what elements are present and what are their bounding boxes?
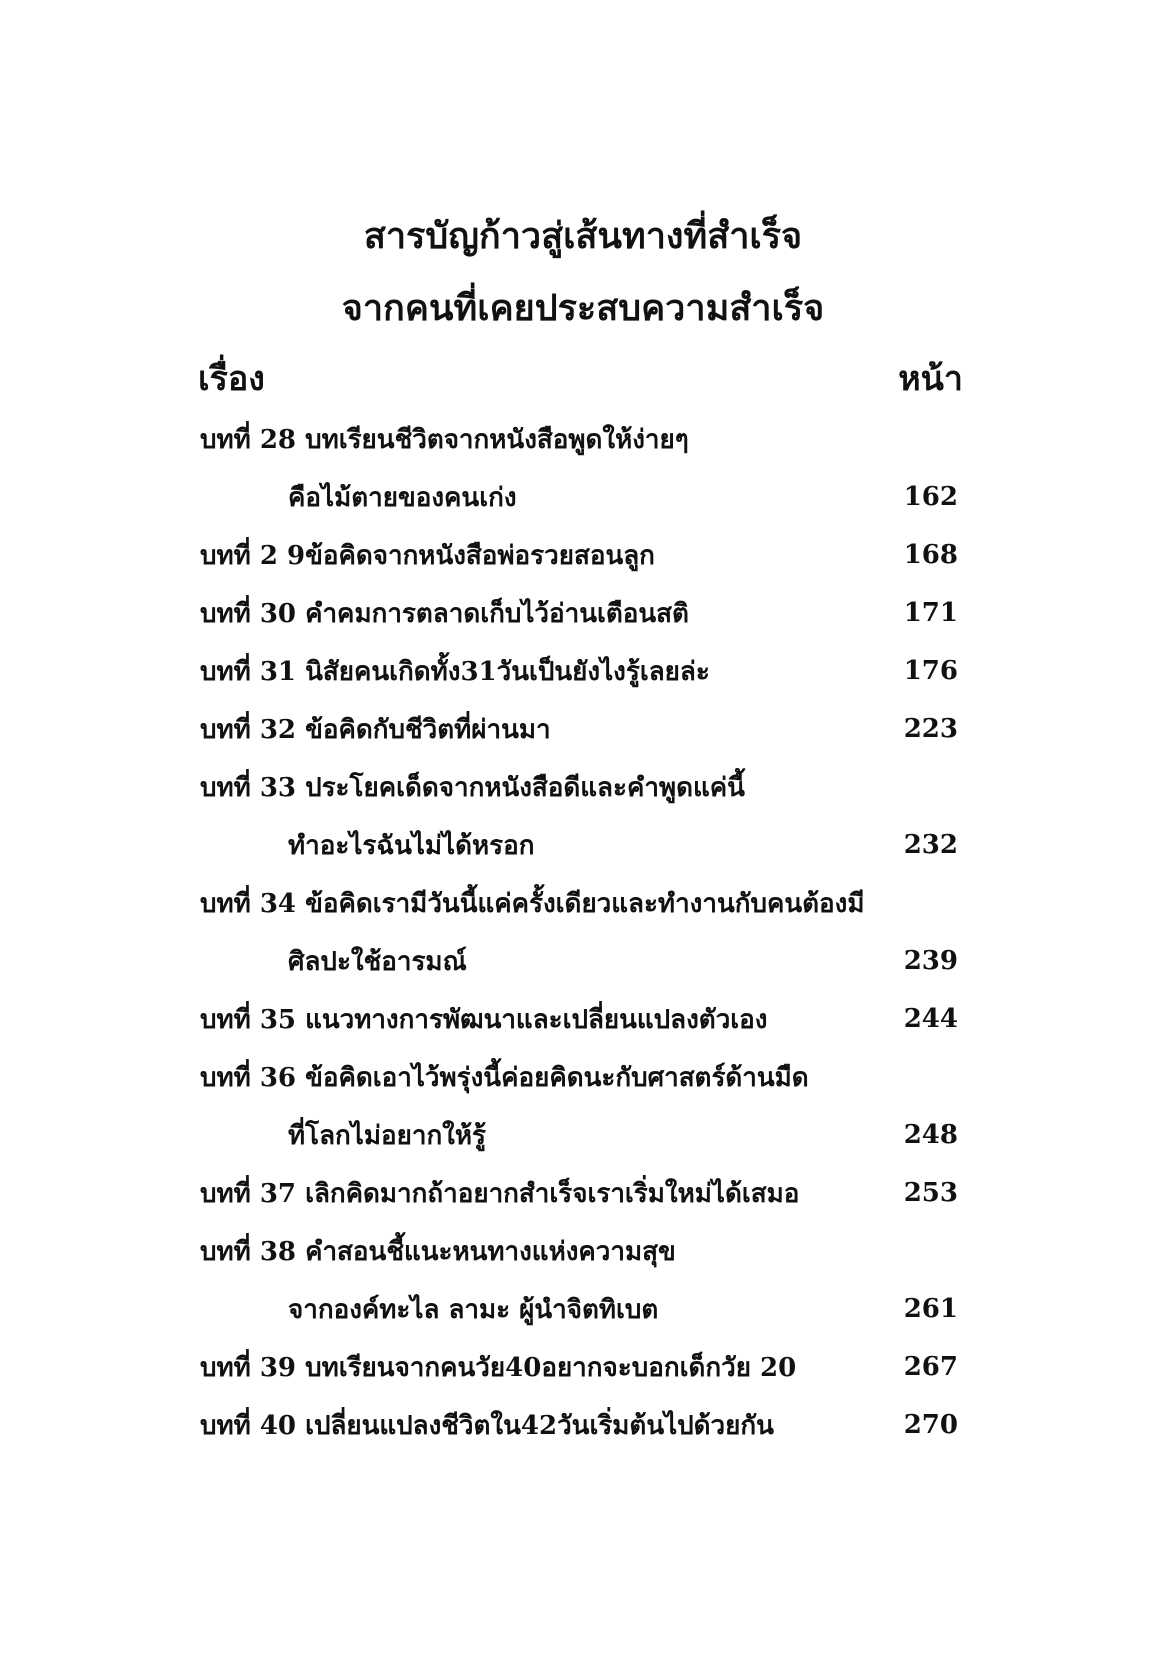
toc-line bbox=[200, 526, 958, 584]
toc-page-number: 244 bbox=[903, 1004, 958, 1034]
toc-line bbox=[200, 932, 958, 990]
toc-line bbox=[200, 410, 958, 468]
toc-entry-text: บทที่ 28 บทเรียนชีวิตจากหนังสือพูดให้ง่ายๆ bbox=[200, 424, 689, 455]
toc-page-number: 162 bbox=[903, 482, 958, 512]
toc-entry-text: บทที่ 39 บทเรียนจากคนวัย40อยากจะบอกเด็กวัย 20 bbox=[200, 1352, 797, 1383]
toc-entry-text: คือไม้ตายของคนเก่ง bbox=[288, 482, 517, 513]
toc-entry-text: บทที่ 2 9ข้อคิดจากหนังสือพ่อรวยสอนลูก bbox=[200, 540, 655, 571]
toc-page-number: 261 bbox=[903, 1294, 958, 1324]
toc-entry-text: บทที่ 32 ข้อคิดกับชีวิตที่ผ่านมา bbox=[200, 714, 551, 745]
toc-entry-text: บทที่ 37 เลิกคิดมากถ้าอยากสำเร็จเราเริ่มใหม่ได้เสมอ bbox=[200, 1178, 800, 1209]
toc-line bbox=[200, 990, 958, 1048]
toc-page-number: 239 bbox=[903, 946, 958, 976]
toc-entry-text: บทที่ 34 ข้อคิดเรามีวันนี้แค่ครั้งเดียวและทำงานกับคนต้องมี bbox=[200, 888, 865, 919]
toc-entry-text: ศิลปะใช้อารมณ์ bbox=[288, 946, 467, 977]
toc-entry-text: บทที่ 36 ข้อคิดเอาไว้พรุ่งนี้ค่อยคิดนะกับศาสตร์ด้านมืด bbox=[200, 1062, 809, 1093]
toc-page-number: 168 bbox=[903, 540, 958, 570]
toc-entry-text: จากองค์ทะไล ลามะ ผู้นำจิตทิเบต bbox=[288, 1294, 659, 1325]
toc-line bbox=[200, 1164, 958, 1222]
toc-line bbox=[200, 584, 958, 642]
toc-line bbox=[200, 1048, 958, 1106]
toc-page-number: 232 bbox=[903, 830, 958, 860]
toc-entry-text: ที่โลกไม่อยากให้รู้ bbox=[288, 1120, 486, 1151]
toc-page-number: 223 bbox=[903, 714, 958, 744]
toc-line bbox=[200, 1106, 958, 1164]
toc-page-number: 270 bbox=[903, 1410, 958, 1440]
toc-line bbox=[200, 1338, 958, 1396]
toc-line bbox=[200, 1280, 958, 1338]
table-of-contents bbox=[200, 410, 958, 1454]
toc-page-number: 171 bbox=[903, 598, 958, 628]
toc-entry-text: บทที่ 35 แนวทางการพัฒนาและเปลี่ยนแปลงตัวเอง bbox=[200, 1004, 768, 1035]
toc-page-number: 253 bbox=[903, 1178, 958, 1208]
column-header-page: หน้า bbox=[898, 359, 963, 399]
toc-entry-text: บทที่ 40 เปลี่ยนแปลงชีวิตใน42วันเริ่มต้นไปด้วยกัน bbox=[200, 1410, 774, 1441]
toc-line bbox=[200, 1396, 958, 1454]
toc-page-number: 267 bbox=[903, 1352, 958, 1382]
toc-page-number: 248 bbox=[903, 1120, 958, 1150]
toc-entry-text: บทที่ 30 คำคมการตลาดเก็บไว้อ่านเตือนสติ bbox=[200, 598, 689, 629]
toc-entry-text: บทที่ 31 นิสัยคนเกิดทั้ง31วันเป็นยังไงรู้เลยล่ะ bbox=[200, 656, 710, 687]
toc-line bbox=[200, 1222, 958, 1280]
toc-line bbox=[200, 642, 958, 700]
toc-line bbox=[200, 874, 958, 932]
toc-page-number: 176 bbox=[903, 656, 958, 686]
toc-line bbox=[200, 816, 958, 874]
toc-entry-text: ทำอะไรฉันไม่ได้หรอก bbox=[288, 830, 535, 861]
column-header-subject: เรื่อง bbox=[198, 359, 265, 399]
toc-line bbox=[200, 758, 958, 816]
toc-title-line-2: จากคนที่เคยประสบความสำเร็จ bbox=[341, 287, 825, 329]
toc-title-line-1: สารบัญก้าวสู่เส้นทางที่สำเร็จ bbox=[363, 215, 803, 257]
toc-entry-text: บทที่ 33 ประโยคเด็ดจากหนังสือดีและคำพูดแค่นี้ bbox=[200, 772, 745, 803]
toc-entry-text: บทที่ 38 คำสอนชี้แนะหนทางแห่งความสุข bbox=[200, 1236, 676, 1267]
toc-line bbox=[200, 700, 958, 758]
toc-line bbox=[200, 468, 958, 526]
